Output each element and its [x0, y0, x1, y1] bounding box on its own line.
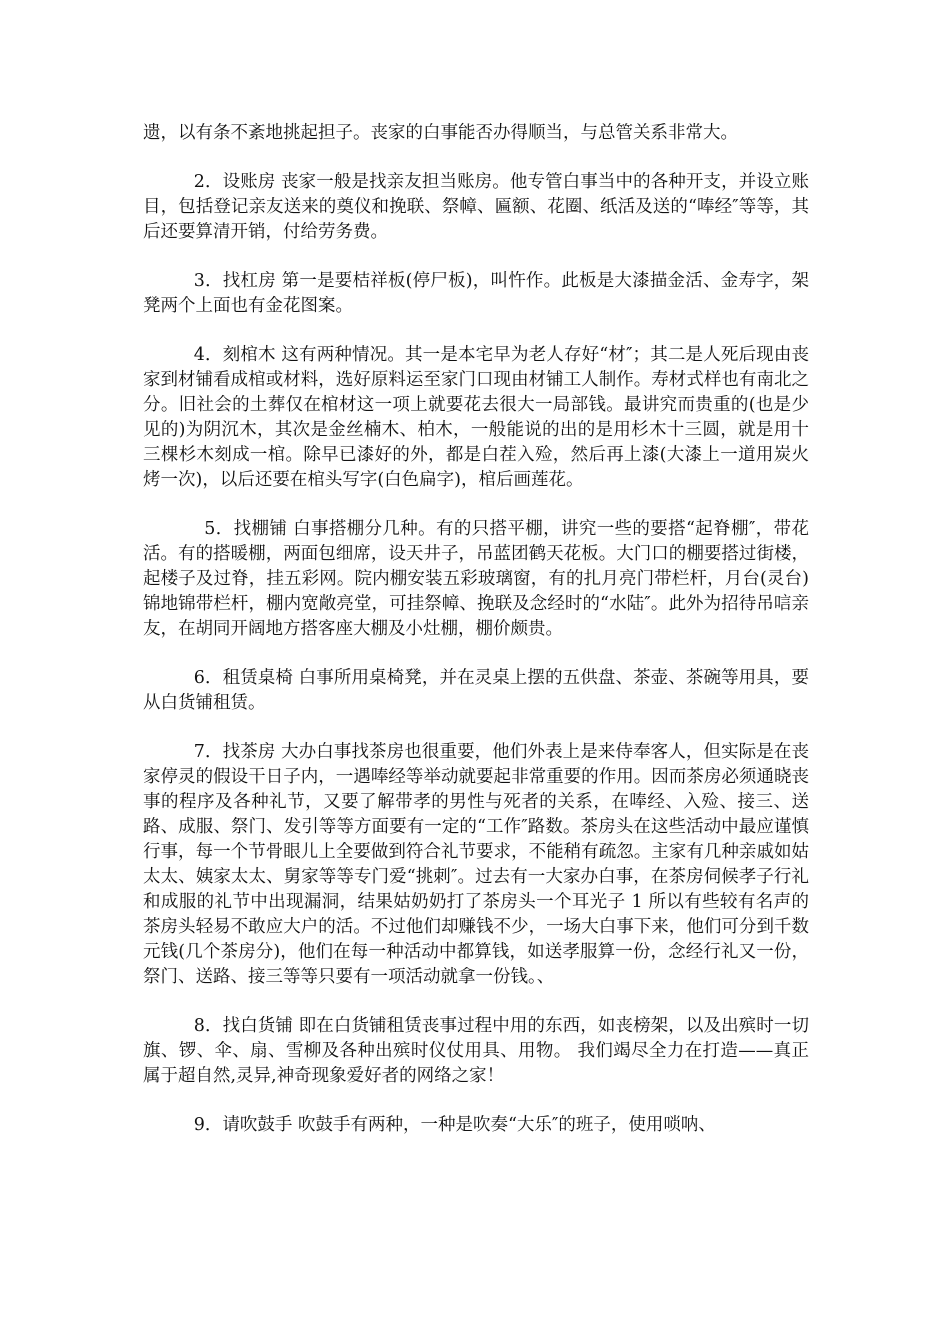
- paragraph-tent-shop: 5．找棚铺 白事搭棚分几种。有的只搭平棚，讲究一些的要搭“起脊棚″，带花活。有的搭暖棚，两面包细席，设天井子，吊蓝团鹤天花板。大门口的棚要搭过街楼，起楼子及过脊，挂五彩网。院内棚安装五彩玻璃窗，有的扎月亮门带栏杆，月台(灵台)锦地锦带栏杆，棚内宽敞亮堂，可挂祭幛、挽联及念经时的“水陆″。此外为招待吊唁亲友，在胡同开阔地方搭客座大棚及小灶棚，棚价颇贵。: [143, 519, 809, 639]
- paragraph-musicians: 9．请吹鼓手 吹鼓手有两种，一种是吹奏“大乐″的班子，使用唢呐、: [193, 1115, 716, 1135]
- paragraph-coffin: 4．刻棺木 这有两种情况。其一是本宅早为老人存好“材″；其二是人死后现由丧家到材铺看成棺或材料，选好原料运至家门口现由材铺工人制作。寿材式样也有南北之分。旧社会的土葬仅在棺材这一项上就要花去很大一局部钱。最讲究而贵重的(也是少见的)为阴沉木，其次是金丝楠木、柏木，一般能说的出的是用杉木十三圆，就是用十三棵杉木刻成一棺。除早已漆好的外，都是白茬入殓，然后再上漆(大漆上一道用炭火烤一次)，以后还要在棺头写字(白色扁字)，棺后画莲花。: [143, 345, 809, 490]
- paragraph-pallbearers: 3．找杠房 第一是要桔祥板(停尸板)，叫忤作。此板是大漆描金活、金寿字，架凳两个上面也有金花图案。: [143, 271, 809, 316]
- paragraph-tea-room: 7．找茶房 大办白事找茶房也很重要，他们外表上是来侍奉客人，但实际是在丧家停灵的假设干日子内，一遇唪经等举动就要起非常重要的作用。因而茶房必须通晓丧事的程序及各种礼节，又要了解带孝的男性与死者的关系，在唪经、入殓、接三、送路、成服、祭门、发引等等方面要有一定的“工作″路数。茶房头在这些活动中最应谨慎行事，每一个节骨眼儿上全要做到符合礼节要求，不能稍有疏忽。主家有几种亲戚如姑太太、姨家太太、舅家等等专门爱“挑刺″。过去有一大家办白事，在茶房伺候孝子行礼和成服的礼节中出现漏洞，结果姑奶奶打了茶房头一个耳光子 1 所以有些较有名声的茶房头轻易不敢应大户的活。不过他们却赚钱不少，一场大白事下来，他们可分到千数元钱(几个茶房分)，他们在每一种活动中都算钱，如送孝服算一份，念经行礼又一份，祭门、送路、接三等等只要有一项活动就拿一份钱。、: [143, 742, 809, 987]
- paragraph-accounting-office: 2．设账房 丧家一般是找亲友担当账房。他专管白事当中的各种开支，并设立账目，包括登记亲友送来的奠仪和挽联、祭幛、匾额、花圈、纸活及送的“唪经″等等，其后还要算清开销，付给劳务费。: [143, 172, 809, 242]
- paragraph-continuation: 遗，以有条不紊地挑起担子。丧家的白事能否办得顺当，与总管关系非常大。: [143, 123, 738, 143]
- document-body: [143, 121, 809, 1138]
- paragraph-white-goods-shop: 8．找白货铺 即在白货铺租赁丧事过程中用的东西，如丧榜架，以及出殡时一切旗、锣、伞、扇、雪柳及各种出殡时仪仗用具、用物。 我们竭尽全力在打造——真正属于超自然,灵异,神奇现象爱好者的网络之家！: [143, 1016, 809, 1086]
- paragraph-rent-furniture: 6．租赁桌椅 白事所用桌椅凳，并在灵桌上摆的五供盘、茶壶、茶碗等用具，要从白货铺租赁。: [143, 668, 809, 713]
